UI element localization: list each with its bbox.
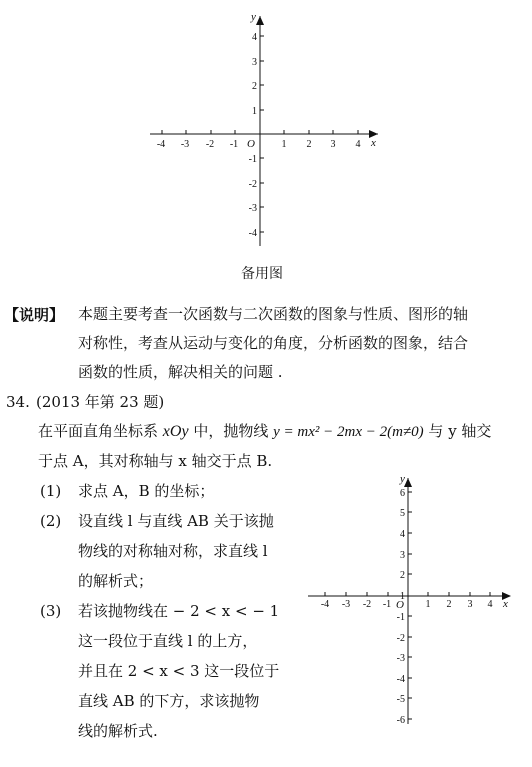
y-tick-label: -4 bbox=[396, 674, 405, 685]
stem-text: 中，抛物线 bbox=[188, 422, 274, 440]
x-tick-label: 1 bbox=[281, 139, 287, 150]
y-tick-label: 2 bbox=[252, 81, 257, 92]
y-tick-label: -2 bbox=[396, 633, 405, 644]
question-2-label: (2) bbox=[40, 512, 62, 530]
x-tick-label: 3 bbox=[330, 139, 336, 150]
x-tick-label: -3 bbox=[180, 139, 190, 150]
stem-text: 在平面直角坐标系 bbox=[38, 422, 163, 440]
coordinate-axes-figure-1 bbox=[0, 0, 532, 290]
y-tick-label: 2 bbox=[400, 570, 405, 581]
x-tick-label: 2 bbox=[306, 139, 312, 150]
coordinate-axes-figure-2 bbox=[300, 470, 530, 735]
y-tick-label: -1 bbox=[248, 154, 257, 165]
question-1-label: (1) bbox=[40, 482, 62, 500]
x-tick-label: 1 bbox=[425, 599, 431, 610]
coordinate-system-label: xOy bbox=[162, 423, 189, 440]
x-tick-label: 2 bbox=[446, 599, 452, 610]
x-tick-label: -2 bbox=[205, 139, 215, 150]
y-tick-label: -5 bbox=[396, 694, 405, 705]
question-2-line: 设直线 l 与直线 AB 关于该抛 bbox=[78, 512, 274, 530]
y-axis-arrow-icon bbox=[404, 478, 412, 487]
x-tick-label: -1 bbox=[229, 139, 239, 150]
question-3-line: 直线 AB 的下方，求该抛物 bbox=[78, 692, 260, 710]
x-tick-label: -4 bbox=[320, 599, 330, 610]
note-line: 本题主要考查一次函数与二次函数的图象与性质、图形的轴 bbox=[78, 305, 469, 323]
y-tick-label: 4 bbox=[252, 32, 257, 43]
y-tick-label: 1 bbox=[400, 591, 405, 602]
problem-source: (2013 年第 23 题) bbox=[36, 393, 165, 411]
problem-stem-line bbox=[38, 421, 491, 442]
y-tick-label: -2 bbox=[248, 179, 257, 190]
question-3-line: 若该抛物线在 − 2 < x < − 1 bbox=[78, 602, 280, 620]
problem-number: 34. bbox=[6, 393, 30, 411]
x-tick-label: 3 bbox=[467, 599, 473, 610]
y-axis-label: y bbox=[251, 11, 256, 23]
question-3-line: 线的解析式. bbox=[78, 722, 158, 740]
y-tick-label: 3 bbox=[252, 57, 257, 68]
y-tick-label: 3 bbox=[400, 550, 405, 561]
x-tick-label: -1 bbox=[382, 599, 392, 610]
y-tick-label: -1 bbox=[396, 612, 405, 623]
y-tick-label: 4 bbox=[400, 529, 405, 540]
x-tick-label: -3 bbox=[341, 599, 351, 610]
note-line: 函数的性质，解决相关的问题 . bbox=[78, 363, 283, 381]
problem-stem-line: 于点 A，其对称轴与 x 轴交于点 B. bbox=[38, 452, 273, 470]
x-axis-label: x bbox=[503, 598, 508, 610]
x-tick-label: 4 bbox=[487, 599, 493, 610]
question-3-line: 并且在 2 < x < 3 这一段位于 bbox=[78, 662, 280, 680]
question-3-label: (3) bbox=[40, 602, 62, 620]
y-tick-label: 5 bbox=[400, 508, 405, 519]
y-tick-label: -6 bbox=[396, 715, 405, 726]
note-line: 对称性，考查从运动与变化的角度，分析函数的图象，结合 bbox=[78, 334, 469, 352]
y-tick-label: -3 bbox=[248, 203, 257, 214]
y-tick-label: -3 bbox=[396, 653, 405, 664]
origin-label: O bbox=[247, 138, 255, 150]
note-tag: 【说明】 bbox=[4, 306, 65, 324]
question-1-text: 求点 A，B 的坐标； bbox=[78, 482, 215, 500]
y-axis-label: y bbox=[400, 473, 405, 485]
x-tick-label: -4 bbox=[156, 139, 166, 150]
y-axis-arrow-icon bbox=[256, 16, 264, 25]
x-axis-label: x bbox=[371, 137, 376, 149]
x-tick-label: 4 bbox=[355, 139, 361, 150]
x-tick-label: -2 bbox=[362, 599, 372, 610]
figure-caption: 备用图 bbox=[241, 266, 283, 282]
y-tick-label: 1 bbox=[252, 106, 257, 117]
question-2-line: 的解析式； bbox=[78, 572, 154, 590]
stem-text: 与 y 轴交 bbox=[423, 422, 492, 440]
parabola-equation: y = mx² − 2mx − 2(m≠0) bbox=[273, 424, 424, 440]
origin-label: O bbox=[396, 599, 404, 611]
y-tick-label: 6 bbox=[400, 488, 405, 499]
question-2-line: 物线的对称轴对称，求直线 l bbox=[78, 542, 268, 560]
question-3-line: 这一段位于直线 l 的上方， bbox=[78, 632, 258, 650]
y-tick-label: -4 bbox=[248, 228, 257, 239]
